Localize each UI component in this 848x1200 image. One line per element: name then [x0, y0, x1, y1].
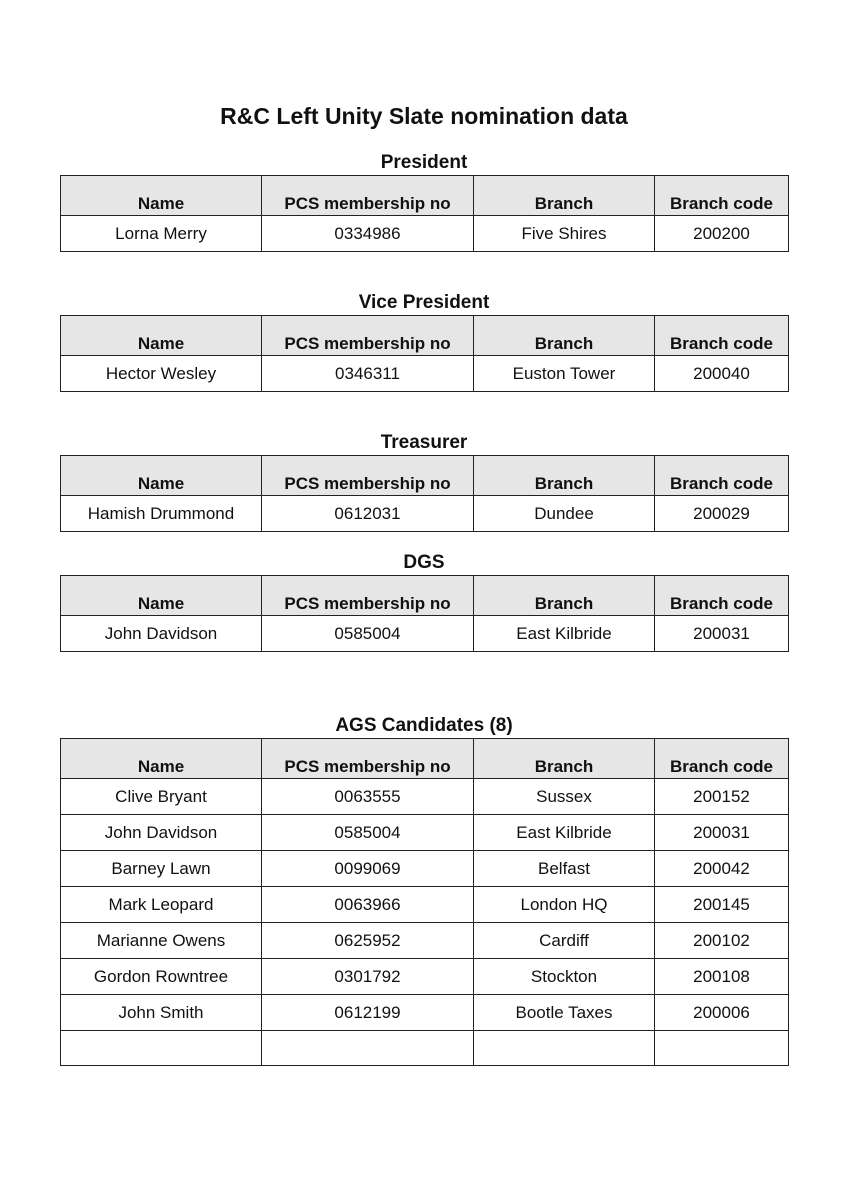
column-header-name: Name — [61, 316, 262, 356]
cell-branch: Cardiff — [474, 923, 655, 959]
cell-branch: Dundee — [474, 496, 655, 532]
cell-branch-code: 200102 — [655, 923, 789, 959]
table-row — [61, 923, 789, 959]
cell-branch-code: 200031 — [655, 616, 789, 652]
cell-branch-code: 200152 — [655, 779, 789, 815]
cell-name: John Smith — [61, 995, 262, 1031]
column-header-name: Name — [61, 176, 262, 216]
cell-membership: 0612199 — [262, 995, 474, 1031]
cell-branch: East Kilbride — [474, 616, 655, 652]
cell-name: Mark Leopard — [61, 887, 262, 923]
cell-branch-code: 200145 — [655, 887, 789, 923]
cell-name: Marianne Owens — [61, 923, 262, 959]
cell-membership: 0612031 — [262, 496, 474, 532]
cell-name — [61, 1031, 262, 1066]
table-row — [61, 959, 789, 995]
cell-membership: 0063555 — [262, 779, 474, 815]
column-header-membership: PCS membership no — [262, 456, 474, 496]
column-header-name: Name — [61, 739, 262, 779]
cell-branch: Stockton — [474, 959, 655, 995]
table-header-row — [61, 456, 789, 496]
column-header-branch: Branch — [474, 316, 655, 356]
cell-branch-code: 200040 — [655, 356, 789, 392]
cell-branch: Five Shires — [474, 216, 655, 252]
ags-candidates-table — [60, 738, 789, 1066]
dgs-table — [60, 575, 789, 652]
cell-branch-code — [655, 1031, 789, 1066]
section-heading-president: President — [380, 152, 468, 173]
cell-membership: 0301792 — [262, 959, 474, 995]
vice-president-table — [60, 315, 789, 392]
table-header-row — [61, 176, 789, 216]
table-header-row — [61, 316, 789, 356]
section-heading-vice-president: Vice President — [358, 292, 490, 313]
cell-branch-code: 200031 — [655, 815, 789, 851]
column-header-name: Name — [61, 576, 262, 616]
president-table — [60, 175, 789, 252]
table-row — [61, 851, 789, 887]
table-header-row — [61, 576, 789, 616]
cell-branch-code: 200108 — [655, 959, 789, 995]
table-row — [61, 496, 789, 532]
column-header-branch-code: Branch code — [655, 316, 789, 356]
cell-branch-code: 200006 — [655, 995, 789, 1031]
cell-membership: 0625952 — [262, 923, 474, 959]
cell-name: John Davidson — [61, 815, 262, 851]
section-heading-dgs: DGS — [403, 552, 445, 573]
cell-branch-code: 200029 — [655, 496, 789, 532]
cell-branch: Euston Tower — [474, 356, 655, 392]
column-header-branch-code: Branch code — [655, 176, 789, 216]
table-row — [61, 779, 789, 815]
cell-name: John Davidson — [61, 616, 262, 652]
cell-branch-code: 200042 — [655, 851, 789, 887]
cell-branch: Belfast — [474, 851, 655, 887]
column-header-membership: PCS membership no — [262, 739, 474, 779]
cell-membership — [262, 1031, 474, 1066]
table-header-row — [61, 739, 789, 779]
cell-name: Hector Wesley — [61, 356, 262, 392]
column-header-membership: PCS membership no — [262, 316, 474, 356]
cell-branch: Sussex — [474, 779, 655, 815]
table-row — [61, 616, 789, 652]
cell-name: Lorna Merry — [61, 216, 262, 252]
treasurer-table — [60, 455, 789, 532]
table-row — [61, 815, 789, 851]
cell-branch: East Kilbride — [474, 815, 655, 851]
column-header-branch: Branch — [474, 576, 655, 616]
cell-name: Hamish Drummond — [61, 496, 262, 532]
table-row — [61, 216, 789, 252]
table-row — [61, 887, 789, 923]
section-heading-treasurer: Treasurer — [380, 432, 468, 453]
cell-name: Clive Bryant — [61, 779, 262, 815]
column-header-name: Name — [61, 456, 262, 496]
cell-membership: 0346311 — [262, 356, 474, 392]
document-title: R&C Left Unity Slate nomination data — [220, 103, 628, 129]
cell-membership: 0585004 — [262, 616, 474, 652]
column-header-branch-code: Branch code — [655, 576, 789, 616]
cell-branch-code: 200200 — [655, 216, 789, 252]
section-heading-ags-candidates: AGS Candidates (8) — [335, 715, 513, 736]
cell-membership: 0063966 — [262, 887, 474, 923]
cell-branch: London HQ — [474, 887, 655, 923]
cell-branch — [474, 1031, 655, 1066]
cell-membership: 0585004 — [262, 815, 474, 851]
cell-membership: 0099069 — [262, 851, 474, 887]
cell-name: Barney Lawn — [61, 851, 262, 887]
column-header-branch: Branch — [474, 456, 655, 496]
table-row-empty — [61, 1031, 789, 1066]
column-header-branch: Branch — [474, 739, 655, 779]
column-header-branch-code: Branch code — [655, 739, 789, 779]
column-header-branch: Branch — [474, 176, 655, 216]
table-row — [61, 356, 789, 392]
cell-branch: Bootle Taxes — [474, 995, 655, 1031]
column-header-membership: PCS membership no — [262, 176, 474, 216]
cell-name: Gordon Rowntree — [61, 959, 262, 995]
cell-membership: 0334986 — [262, 216, 474, 252]
table-row — [61, 995, 789, 1031]
column-header-membership: PCS membership no — [262, 576, 474, 616]
column-header-branch-code: Branch code — [655, 456, 789, 496]
